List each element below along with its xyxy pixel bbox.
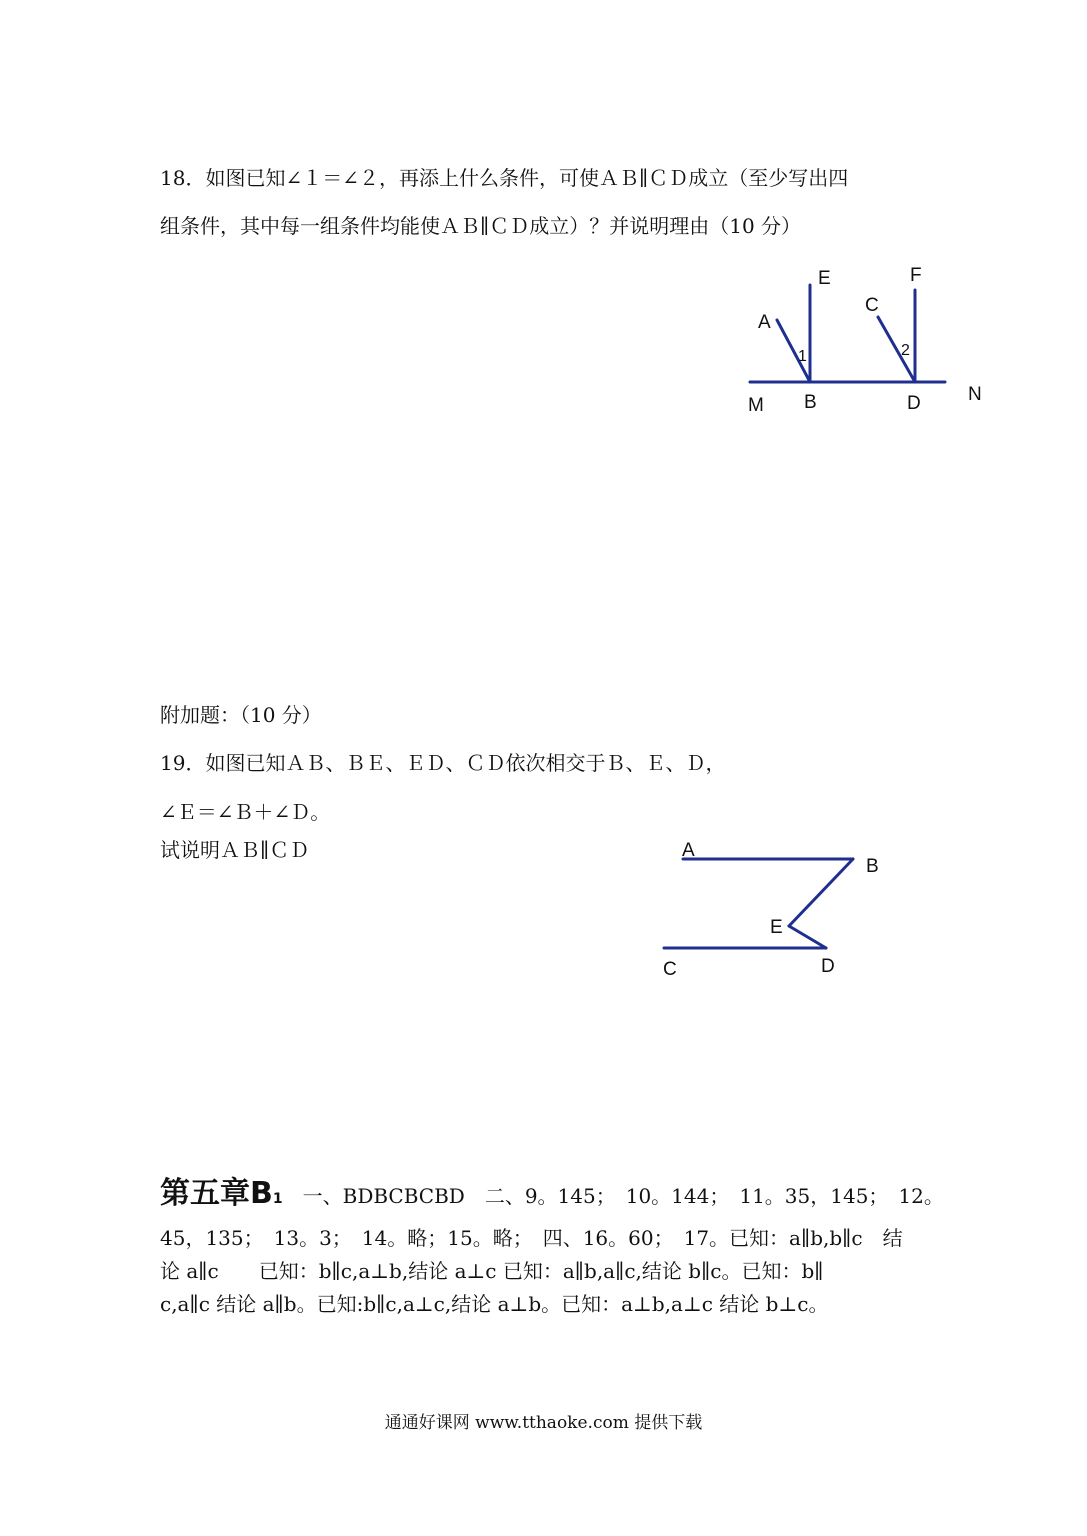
q18-line-1: 18．如图已知∠１＝∠２，再添上什么条件，可使ＡＢ∥ＣＤ成立（至少写出四 [160, 166, 849, 190]
answers-line-4: c,a∥c 结论 a∥b。已知:b∥c,a⊥c,结论 a⊥b。已知：a⊥b,a⊥c 结论 b⊥c。 [160, 1292, 829, 1316]
label-f: F [910, 265, 922, 286]
angle-1-label: 1 [798, 348, 807, 365]
answers-title-subscript: 1 [272, 1191, 283, 1207]
answers-line-1 [160, 1168, 944, 1212]
q19-line-1: 19．如图已知ＡＢ、ＢＥ、ＥＤ、ＣＤ依次相交于Ｂ、Ｅ、Ｄ， [160, 751, 726, 775]
answers-title: 第五章B [160, 1176, 273, 1211]
line-be [789, 859, 853, 926]
label-c: C [865, 295, 879, 316]
label-n: N [968, 384, 982, 405]
label-e: E [770, 917, 783, 938]
answers-line-2: 45，135； 13。3； 14。略；15。略； 四、16。60； 17。已知：a∥b,b∥c 结 [160, 1226, 903, 1250]
label-d: D [907, 393, 921, 414]
label-m: M [748, 395, 764, 416]
page-footer: 通通好课网 www.tthaoke.com 提供下载 [384, 1413, 703, 1433]
label-e: E [818, 268, 831, 289]
label-b: B [804, 392, 817, 413]
line-ed [789, 926, 826, 948]
label-a: A [758, 312, 771, 333]
label-c: C [663, 959, 677, 980]
answers-line-1-text: 一、BDBCBCBD 二、9。145； 10。144； 11。35，145； 12。 [282, 1184, 944, 1208]
label-b: B [866, 856, 879, 877]
q19-line-3: 试说明ＡＢ∥ＣＤ [160, 838, 310, 862]
answers-line-3: 论 a∥c 已知：b∥c,a⊥b,结论 a⊥c 已知：a∥b,a∥c,结论 b∥c。已知：b∥ [160, 1259, 824, 1283]
q19-line-2: ∠Ｅ＝∠Ｂ＋∠Ｄ。 [160, 800, 331, 824]
label-a: A [682, 840, 695, 861]
bonus-heading: 附加题：（10 分） [160, 703, 322, 727]
q19-figure [650, 830, 900, 990]
angle-2-label: 2 [901, 342, 910, 359]
q18-figure [730, 255, 1010, 430]
q18-line-2: 组条件，其中每一组条件均能使ＡＢ∥ＣＤ成立）？并说明理由（10 分） [160, 214, 802, 238]
label-d: D [821, 956, 835, 977]
